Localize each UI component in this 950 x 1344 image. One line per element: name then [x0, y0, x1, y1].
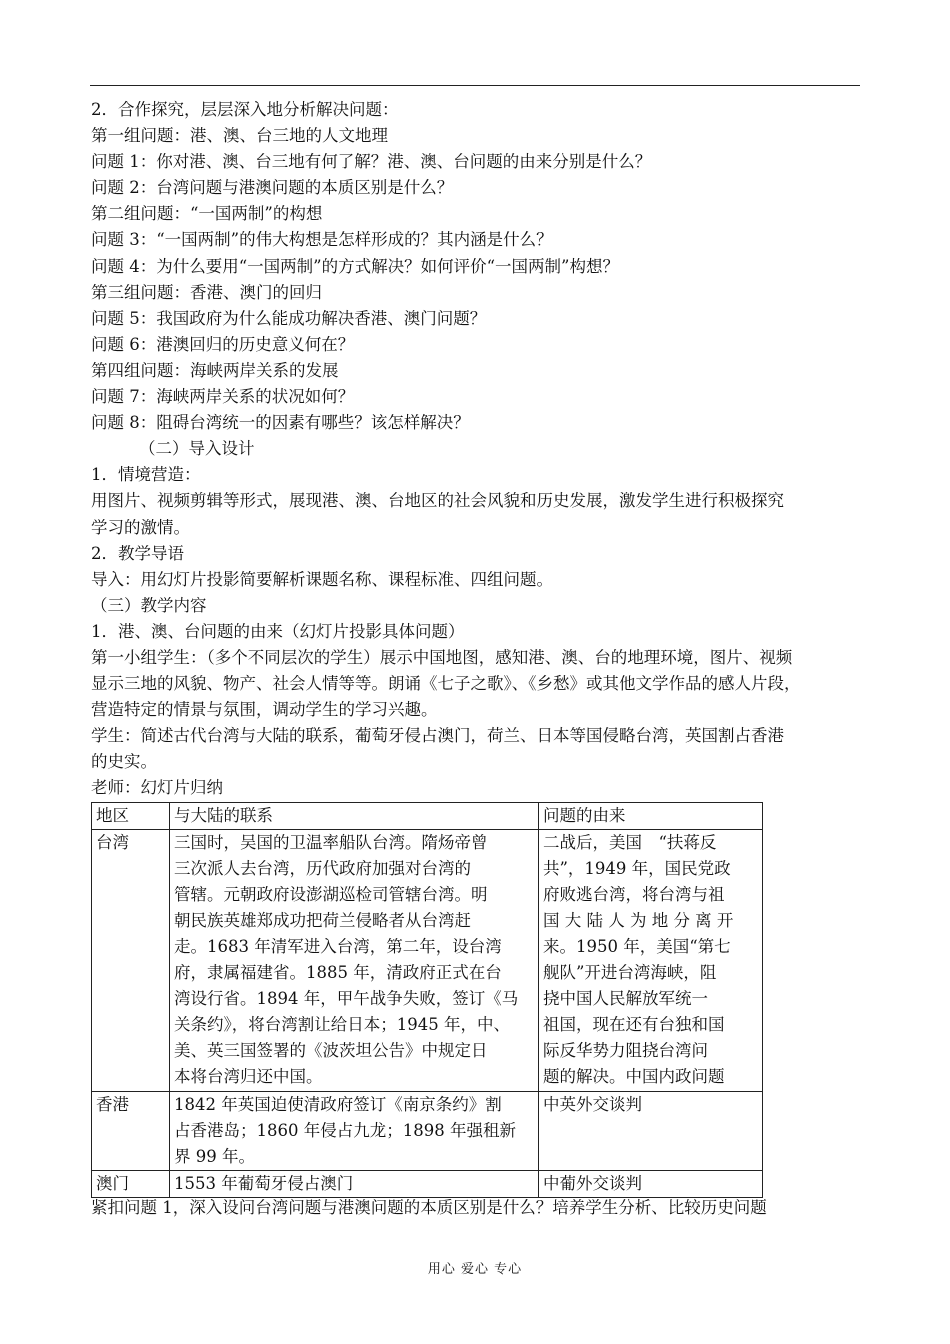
cell-line: 府，隶属福建省。1885 年，清政府正式在台: [174, 963, 502, 983]
text-line: 的史实。: [91, 752, 157, 772]
cell-line: 舰队”开进台湾海峡，阻: [542, 963, 717, 983]
question-list: [91, 97, 861, 436]
text-line: 1．港、澳、台问题的由来（幻灯片投影具体问题）: [91, 621, 465, 641]
section-body: [91, 462, 861, 592]
cell-line: 三次派人去台湾，历代政府加强对台湾的: [174, 858, 472, 878]
origin-cell: [538, 1091, 762, 1170]
table-row: [92, 1091, 763, 1170]
text-line: 第一小组学生：（多个不同层次的学生）展示中国地图，感知港、澳、台的地理环境，图片、视频: [91, 647, 793, 667]
section-heading: （二）导入设计: [139, 439, 255, 459]
text-line: 问题 4：为什么要用“一国两制”的方式解决？如何评价“一国两制”构想？: [91, 256, 619, 276]
region-cell: 香港: [92, 1091, 170, 1170]
cell-line: 共”，1949 年，国民党政: [542, 858, 731, 878]
region-cell: 台湾: [92, 829, 170, 1091]
connection-cell: [170, 1170, 539, 1197]
text-line: 问题 1：你对港、澳、台三地有何了解？港、澳、台问题的由来分别是什么？: [91, 152, 652, 172]
cell-line: 关条约》，将台湾割让给日本；1945 年，中、: [174, 1015, 511, 1035]
cell-line: 美、英三国签署的《波茨坦公告》中规定日: [174, 1041, 488, 1061]
text-line: 第四组问题：海峡两岸关系的发展: [91, 360, 339, 380]
table-header-cell: 与大陆的联系: [170, 802, 539, 829]
cell-line: 1553 年葡萄牙侵占澳门: [174, 1173, 354, 1193]
origin-cell: [538, 829, 762, 1091]
page-footer: 用心 爱心 专心: [427, 1262, 523, 1277]
cell-line: 本将台湾归还中国。: [174, 1067, 323, 1087]
cell-line: 际反华势力阻挠台湾问: [542, 1041, 708, 1061]
text-line: 学习的激情。: [91, 517, 190, 537]
summary-table: [91, 802, 763, 1198]
text-line: 显示三地的风貌、物产、社会人情等等。朗诵《七子之歌》、《乡愁》或其他文学作品的感人片段，: [91, 674, 801, 694]
closing-text-line: 紧扣问题 1，深入设问台湾问题与港澳问题的本质区别是什么？培养学生分析、比较历史问题: [91, 1198, 767, 1217]
text-line: 第二组问题：“一国两制”的构想: [91, 204, 323, 224]
cell-line: 来。1950 年，美国“第七: [542, 937, 731, 956]
cell-line: 朝民族英雄郑成功把荷兰侵略者从台湾赶: [174, 910, 472, 930]
cell-line: 二战后，美国 “扶蒋反: [542, 832, 717, 852]
text-line: 1．情境营造：: [91, 465, 201, 485]
table-header-cell: 地区: [92, 802, 170, 829]
table-header-row: [92, 802, 763, 829]
connection-cell: [170, 829, 539, 1091]
text-line: 问题 5：我国政府为什么能成功解决香港、澳门问题？: [91, 308, 487, 328]
cell-line: 中葡外交谈判: [542, 1173, 642, 1193]
cell-line: 占香港岛；1860 年侵占九龙；1898 年强租新: [174, 1120, 517, 1140]
text-line: 导入：用幻灯片投影简要解析课题名称、课程标准、四组问题。: [91, 569, 553, 589]
table-header-cell: 问题的由来: [538, 802, 762, 829]
cell-line: 题的解决。中国内政问题: [542, 1067, 725, 1087]
cell-line: 湾设行省。1894 年，甲午战争失败，签订《马: [174, 989, 519, 1009]
cell-line: 管辖。元朝政府设澎湖巡检司管辖台湾。明: [174, 884, 488, 904]
cell-line: 挠中国人民解放军统一: [542, 989, 708, 1009]
cell-line: 走。1683 年清军进入台湾，第二年，设台湾: [174, 937, 502, 956]
text-line: 老师：幻灯片归纳: [91, 778, 223, 798]
cell-line: 国 大 陆 人 为 地 分 离 开: [542, 910, 734, 930]
text-line: 营造特定的情景与氛围，调动学生的学习兴趣。: [91, 700, 438, 720]
document-body: [91, 97, 861, 1198]
cell-line: 府败逃台湾，将台湾与祖: [542, 884, 725, 904]
table-row: [92, 1170, 763, 1197]
text-line: 用图片、视频剪辑等形式，展现港、澳、台地区的社会风貌和历史发展，激发学生进行积极探究: [91, 491, 784, 511]
text-line: 问题 3：“一国两制”的伟大构想是怎样形成的？其内涵是什么？: [91, 230, 553, 250]
text-line: 2．合作探究，层层深入地分析解决问题：: [91, 100, 399, 119]
text-line: 问题 2：台湾问题与港澳问题的本质区别是什么？: [91, 178, 454, 198]
header-rule: [90, 85, 860, 86]
cell-line: 1842 年英国迫使清政府签订《南京条约》割: [174, 1094, 502, 1114]
origin-cell: [538, 1170, 762, 1197]
section-heading: （三）教学内容: [91, 595, 207, 615]
cell-line: 界 99 年。: [174, 1146, 256, 1166]
text-line: 问题 6：港澳回归的历史意义何在？: [91, 334, 355, 354]
region-cell: 澳门: [92, 1170, 170, 1197]
text-line: 问题 8：阻碍台湾统一的因素有哪些？该怎样解决？: [91, 413, 470, 433]
text-line: 第三组问题：香港、澳门的回归: [91, 282, 322, 302]
connection-cell: [170, 1091, 539, 1170]
cell-line: 祖国，现在还有台独和国: [542, 1015, 725, 1035]
text-line: 问题 7：海峡两岸关系的状况如何？: [91, 387, 355, 407]
text-line: 2．教学导语: [91, 543, 184, 563]
section-body: [91, 619, 861, 802]
cell-line: 三国时，吴国的卫温率船队台湾。隋炀帝曾: [174, 832, 488, 852]
table-row: [92, 829, 763, 1091]
text-line: 学生：简述古代台湾与大陆的联系，葡萄牙侵占澳门，荷兰、日本等国侵略台湾，英国割占香港: [91, 726, 784, 746]
cell-line: 中英外交谈判: [542, 1094, 642, 1114]
text-line: 第一组问题：港、澳、台三地的人文地理: [91, 126, 388, 146]
